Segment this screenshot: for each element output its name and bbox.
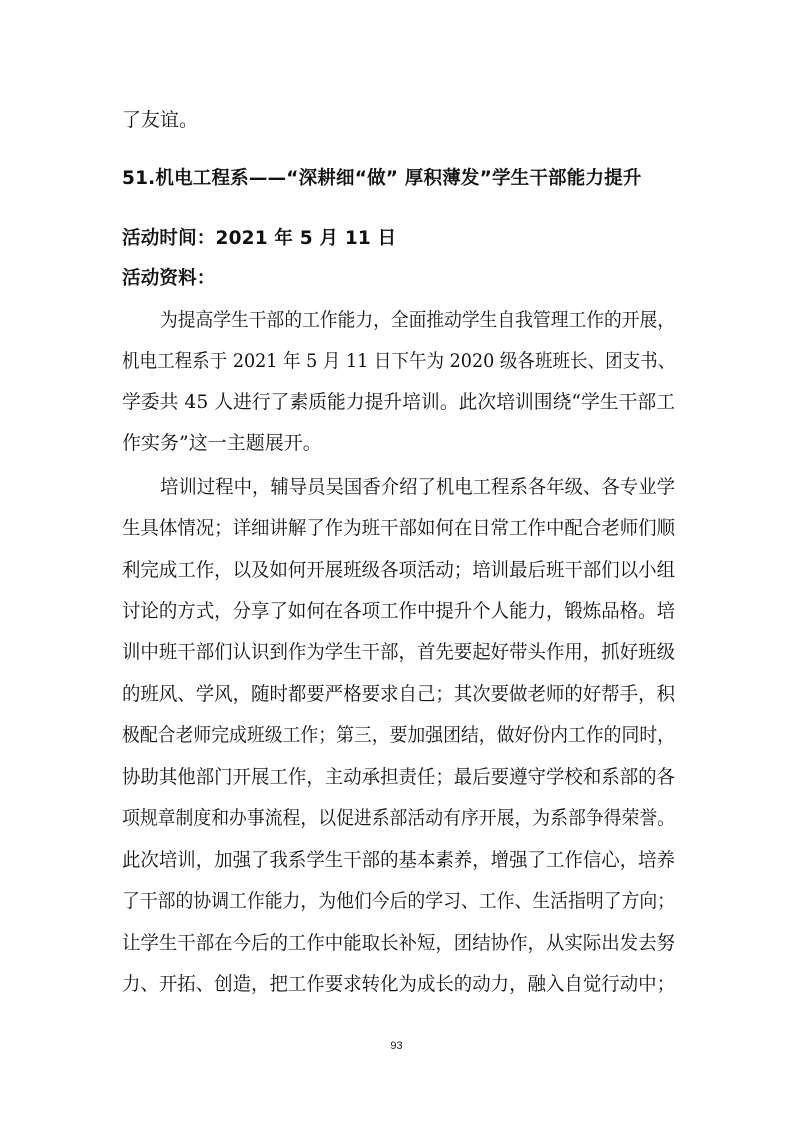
paragraph-line: 生具体情况；详细讲解了作为班干部如何在日常工作中配合老师们顺 [122,517,676,539]
paragraph-line: 了干部的协调工作能力，为他们今后的学习、工作、生活指明了方向； [122,890,676,912]
paragraph-line: 此次培训，加强了我系学生干部的基本素养，增强了工作信心，培养 [122,849,676,871]
page-number: 93 [390,1040,403,1052]
paragraph-line: 项规章制度和办事流程，以促进系部活动有序开展，为系部争得荣誉。 [122,807,676,829]
paragraph-line: 利完成工作，以及如何开展班级各项活动；培训最后班干部们以小组 [122,559,676,581]
paragraph-line: 学委共 45 人进行了素质能力提升培训。此次培训围绕“学生干部工 [122,391,676,413]
paragraph-line: 训中班干部们认识到作为学生干部，首先要起好带头作用，抓好班级 [122,641,676,663]
paragraph-line: 协助其他部门开展工作，主动承担责任；最后要遵守学校和系部的各 [122,766,676,788]
activity-time: 活动时间：2021 年 5 月 11 日 [122,228,397,249]
paragraph-line: 作实务”这一主题展开。 [122,432,322,454]
continuation-text: 了友谊。 [122,109,199,131]
paragraph-line: 让学生干部在今后的工作中能取长补短，团结协作，从实际出发去努 [122,932,676,954]
paragraph-line: 的班风、学风，随时都要严格要求自己；其次要做老师的好帮手，积 [122,683,676,705]
paragraph-line: 力、开拓、创造，把工作要求转化为成长的动力，融入自觉行动中； [122,973,676,995]
activity-material-label: 活动资料： [122,268,216,289]
section-title: 51.机电工程系——“深耕细“做” 厚积薄发”学生干部能力提升 [122,168,642,189]
paragraph-line: 为提高学生干部的工作能力，全面推动学生自我管理工作的开展， [160,309,676,331]
paragraph-line: 极配合老师完成班级工作；第三，要加强团结，做好份内工作的同时， [122,724,676,746]
paragraph-line: 机电工程系于 2021 年 5 月 11 日下午为 2020 级各班班长、团支书、 [122,350,676,372]
paragraph-line: 讨论的方式，分享了如何在各项工作中提升个人能力，锻炼品格。培 [122,600,676,622]
paragraph-line: 培训过程中，辅导员吴国香介绍了机电工程系各年级、各专业学 [160,476,675,498]
